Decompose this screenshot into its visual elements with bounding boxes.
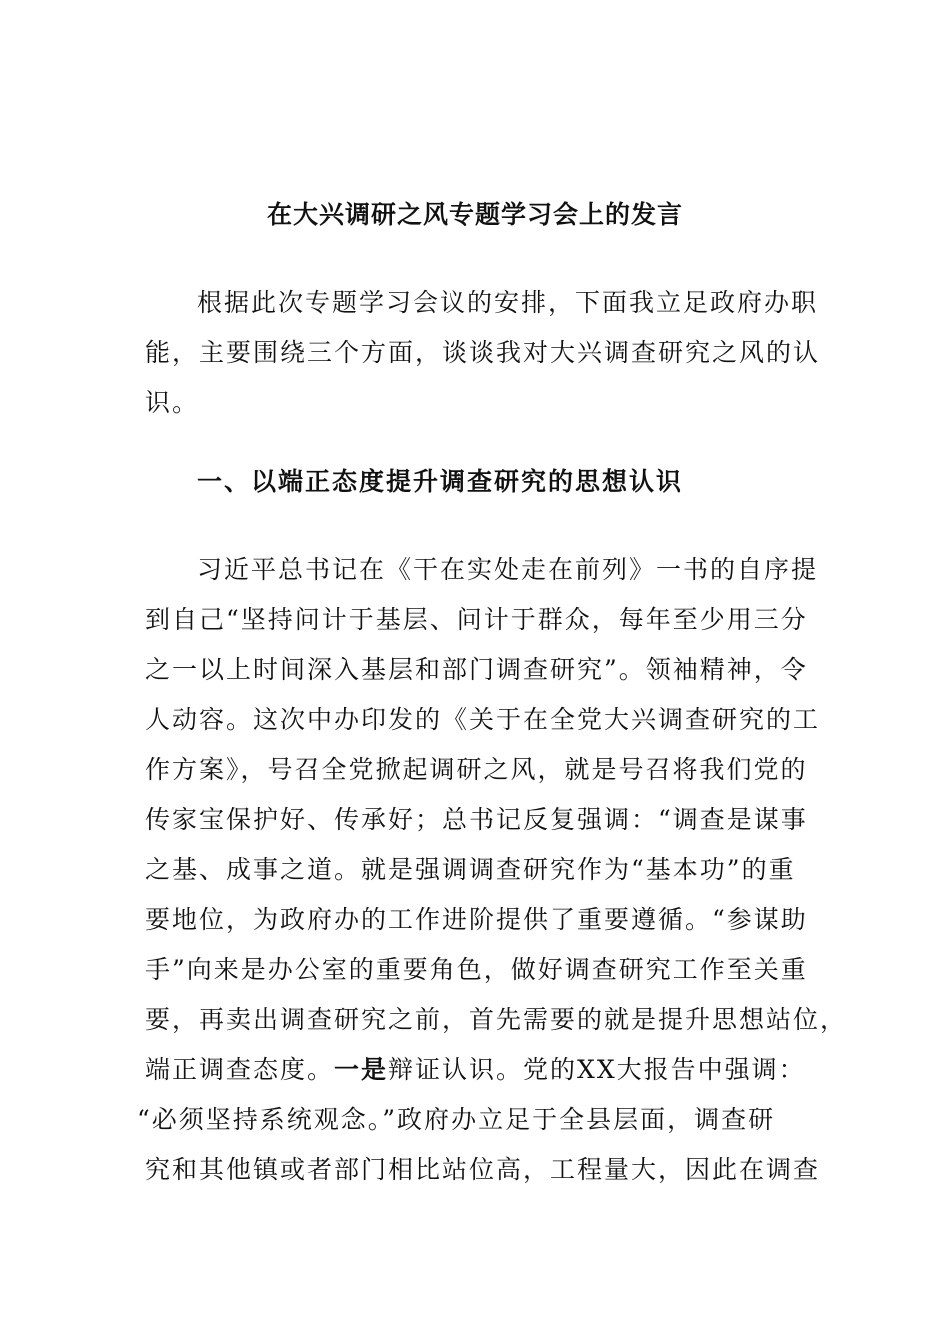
section-heading: 一、以端正态度提升调查研究的思想认识 — [197, 467, 684, 496]
text-line: 传家宝保护好、传承好；总书记反复强调：“调查是谋事 — [145, 805, 808, 834]
body-paragraph — [137, 545, 848, 1195]
line-text-before: 端正调查态度。 — [145, 1055, 335, 1084]
text-line: 之基、成事之道。就是强调调查研究作为“基本功”的重 — [145, 855, 796, 884]
text-line: “必须坚持系统观念。”政府办立足于全县层面，调查研 — [137, 1105, 776, 1134]
text-line: 习近平总书记在《干在实处走在前列》一书的自序提 — [197, 555, 819, 584]
text-line: 到自己“坚持问计于基层、问计于群众，每年至少用三分 — [145, 605, 808, 634]
text-line: 要地位，为政府办的工作进阶提供了重要遵循。“参谋助 — [145, 905, 808, 934]
text-line: 根据此次专题学习会议的安排，下面我立足政府办职 — [197, 288, 819, 317]
text-line: 手”向来是办公室的重要角色，做好调查研究工作至关重 — [145, 955, 808, 984]
text-line: 能，主要围绕三个方面，谈谈我对大兴调查研究之风的认 — [145, 338, 821, 367]
text-line: 之一以上时间深入基层和部门调查研究”。领袖精神，令 — [145, 655, 808, 684]
emphasis-text: 一是 — [334, 1055, 389, 1084]
document-title: 在大兴调研之风专题学习会上的发言 — [266, 200, 683, 229]
text-line: 作方案》，号召全党掀起调研之风，就是号召将我们党的 — [145, 755, 808, 784]
text-line: 识。 — [145, 388, 200, 417]
text-line-with-emphasis — [145, 1045, 805, 1095]
intro-paragraph — [145, 278, 821, 428]
text-line: 究和其他镇或者部门相比站位高，工程量大，因此在调查 — [145, 1155, 821, 1184]
text-line: 要，再卖出调查研究之前，首先需要的就是提升思想站位， — [145, 1005, 848, 1034]
text-line: 人动容。这次中办印发的《关于在全党大兴调查研究的工 — [145, 705, 821, 734]
line-text-after: 辩证认识。党的XX大报告中强调： — [388, 1055, 806, 1084]
